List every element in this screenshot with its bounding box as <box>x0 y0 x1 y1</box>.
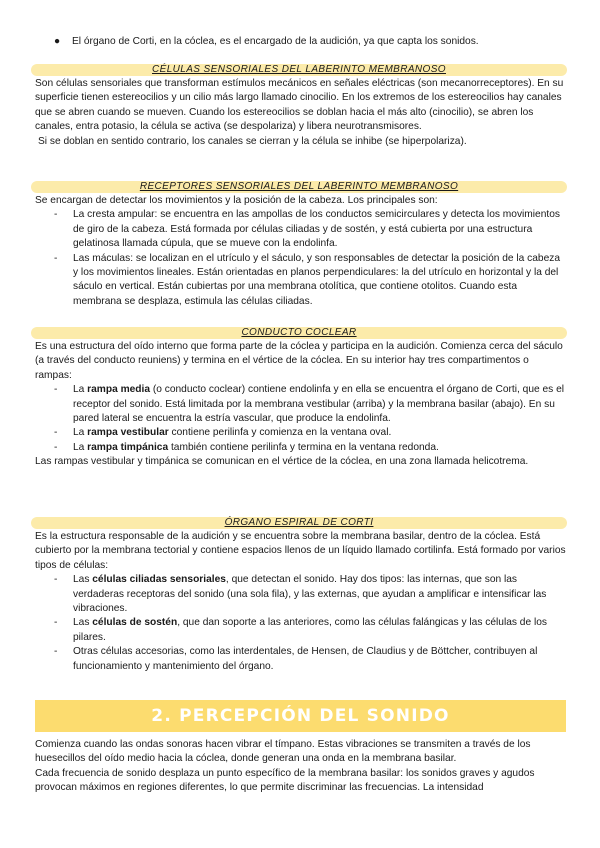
chapter-banner-title: 2. PERCEPCIÓN DEL SONIDO <box>151 706 450 726</box>
bold-term: rampa timpánica <box>87 441 169 453</box>
chapter-banner <box>35 700 566 732</box>
celulas-list <box>35 573 567 674</box>
section-title-organo: ÓRGANO ESPIRAL DE CORTI <box>224 517 374 528</box>
receptor-list <box>35 208 567 309</box>
top-bullet-item <box>56 35 576 49</box>
list-item: - Las máculas: se localizan en el utrículo y el sáculo, y son responsables de detectar la posición de la cabeza y los movimientos lineales. Están orientadas en planos perpendiculares: la del utrículo en horizontal y la del sáculo en vertical. Están cubiertas por una membrana otolítica, que contiene otolitos. Cuando esta membrana se desplaza, estimula las células ciliadas. <box>35 252 567 310</box>
top-bullet-text: El órgano de Corti, en la cóclea, es el encargado de la audición, ya que capta los sonidos. <box>72 36 479 47</box>
paragraph: Si se doblan en sentido contrario, los canales se cierran y la célula se inhibe (se hiperpolariza). <box>38 135 467 147</box>
bold-term: células de sostén <box>92 617 178 629</box>
paragraph: Las rampas vestibular y timpánica se comunican en el vértice de la cóclea, en una zona llamada helicotrema. <box>35 456 529 468</box>
paragraph: Es la estructura responsable de la audición y se encuentra sobre la membrana basilar, dentro de la cóclea. Está cubierto por la membrana tectorial y contiene espacios llenos de un líquido llamado cortilinfa. Está formado por varios tipos de células: <box>35 531 566 571</box>
text: , que dan soporte a las anteriores, como las células falángicas y las células de los pilares. <box>73 617 547 643</box>
section-title-celulas: CÉLULAS SENSORIALES DEL LABERINTO MEMBRANOSO <box>152 64 446 75</box>
section-body-percepcion <box>35 738 567 796</box>
bold-term: rampa media <box>87 384 151 396</box>
text: La <box>73 384 88 396</box>
list-item <box>35 426 567 440</box>
paragraph: Comienza cuando las ondas sonoras hacen vibrar el tímpano. Estas vibraciones se transmiten a través de los huesecillos del oído medio hacia la cóclea, donde generan una onda en la membrana basilar. <box>35 739 531 765</box>
text: , que detectan el sonido. Hay dos tipos: las internas, que son las verdaderas receptoras del sonido (una sola fila), y las externas, que ayudan a amplificar e intensificar las vibraciones. <box>73 574 547 615</box>
list-item <box>35 383 567 426</box>
text: contiene perilinfa y comienza en la ventana oval. <box>168 427 392 439</box>
section-body-conducto <box>35 340 567 470</box>
paragraph: Es una estructura del oído interno que forma parte de la cóclea y participa en la audición. Comienza cerca del sáculo (a través del conducto reuniens) y termina en el vértice de la cóclea. En su interior hay tres compartimentos o rampas: <box>35 341 563 381</box>
text: también contiene perilinfa y termina en la ventana redonda. <box>168 441 439 453</box>
paragraph: Se encargan de detectar los movimientos y la posición de la cabeza. Los principales son: <box>35 195 438 206</box>
section-title-receptores: RECEPTORES SENSORIALES DEL LABERINTO MEMBRANOSO <box>139 181 459 192</box>
paragraph: Cada frecuencia de sonido desplaza un punto específico de la membrana basilar: los sonidos graves y agudos provocan máximos en regiones diferentes, lo que permite discriminar las frecuencias. La intensidad <box>35 767 535 794</box>
text: (o conducto coclear) contiene endolinfa y en ella se encuentra el órgano de Corti, que es el receptor del sonido. Está limitada por la membrana vestibular (arriba) y la membrana basilar (abajo). En su pared lateral se encuentra la estría vascular, que produce la endolinfa. <box>73 384 565 425</box>
list-item <box>35 441 567 455</box>
list-item: - La cresta ampular: se encuentra en las ampollas de los conductos semicirculares y detecta los movimientos de giro de la cabeza. Está formada por células ciliadas y de sostén, y está cubierta por una estructura gelatinosa llamada cúpula, que se mueve con la endolinfa. <box>35 208 567 251</box>
list-item: - Otras células accesorias, como las interdentales, de Hensen, de Claudius y de Böttcher, contribuyen al funcionamiento y mantenimiento del órgano. <box>35 645 567 674</box>
list-item <box>35 573 567 616</box>
section-body-celulas <box>35 77 567 149</box>
list-item <box>35 616 567 645</box>
section-body-organo <box>35 530 567 674</box>
rampa-list <box>35 383 567 455</box>
bold-term: células ciliadas sensoriales <box>92 574 226 586</box>
text: Las <box>73 574 93 586</box>
paragraph: Son células sensoriales que transforman estímulos mecánicos en señales eléctricas (son mecanorreceptores). En su superficie tienen estereocilios y un cilio más largo llamado cinocilio. En los extremos de los estereocilios hay canales que se abren cuando se mueven. Cuando los estereocilios se doblan hacia el más alto (cinocilio), se abren los canales, entra potasio, la célula se activa (se despolariza) y libera neurotransmisores. <box>35 78 564 133</box>
section-body-receptores <box>35 194 567 309</box>
bold-term: rampa vestibular <box>87 427 169 439</box>
bullet-dot-icon: ● <box>54 36 61 47</box>
text: Las <box>73 617 93 629</box>
text: La <box>73 441 88 453</box>
section-title-conducto: CONDUCTO COCLEAR <box>241 327 357 338</box>
text: La <box>73 427 88 439</box>
